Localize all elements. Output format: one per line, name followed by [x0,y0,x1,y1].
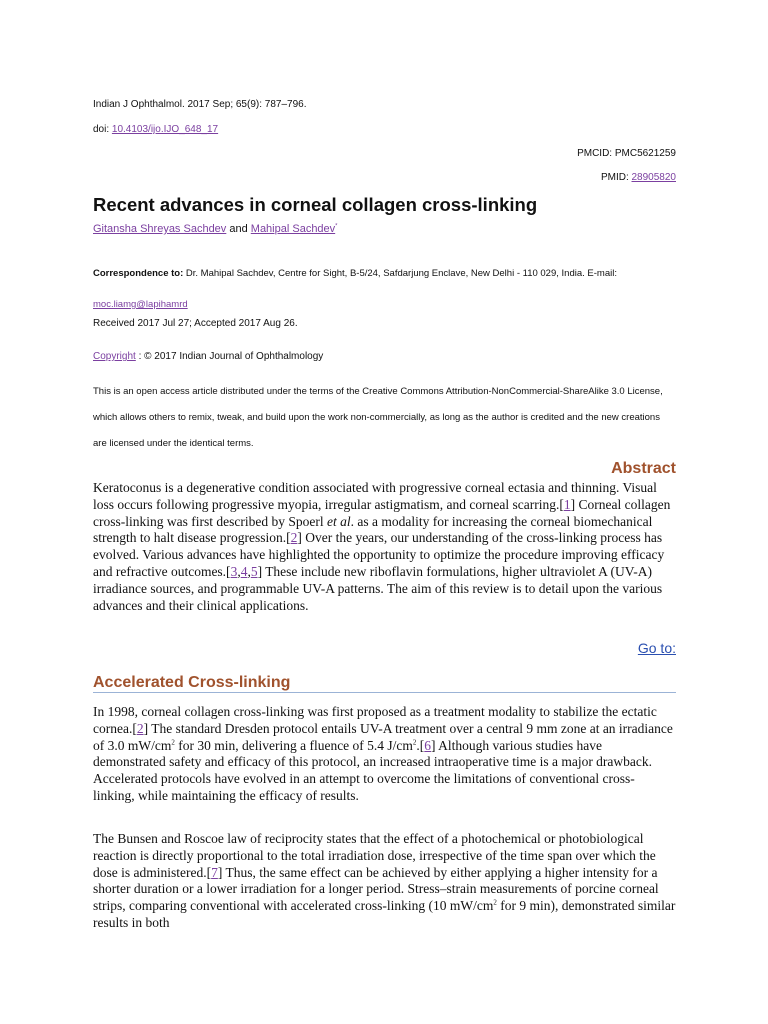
author-link-1[interactable]: Gitansha Shreyas Sachdev [93,223,227,235]
copyright-text: : © 2017 Indian Journal of Ophthalmology [135,351,324,362]
ref-link[interactable]: 7 [211,864,218,880]
ref-link[interactable]: 3 [230,563,238,579]
correspondence-text: Dr. Mahipal Sachdev, Centre for Sight, B-5/24, Safdarjung Enclave, New Delhi - 110 029, India. E-mail: [183,268,617,279]
ref-separator: , [247,563,251,579]
paragraph-text: for 30 min, delivering a fluence of 5.4 J/cm [174,737,413,753]
ref-link[interactable]: 6 [424,737,432,753]
abstract-text: . as a modality for increasing the corneal biomechanical strength to halt disease progression.[ [93,513,653,546]
pmcid: PMCID: PMC5621259 [577,148,676,159]
section-paragraph-1 [93,704,676,805]
abstract-body [93,480,676,614]
correspondence-email[interactable]: moc.liamg@lapihamrd [93,299,188,310]
paragraph-text: ] Although various studies have demonstrated safety and efficacy of this protocol, an increased intraoperative time is a major drawback. Accelerated protocols have evolved in an attempt to overcome the limitations of conventional cross-linking, while maintaining the efficacy of results. [93,737,653,803]
copyright-line [93,351,323,362]
ref-link[interactable]: 5 [250,563,258,579]
ref-separator: , [237,563,241,579]
section-heading: Accelerated Cross-linking [93,674,291,691]
ref-link[interactable]: 1 [563,496,571,512]
ref-link[interactable]: 2 [136,720,144,736]
section-divider [93,692,676,693]
ref-link[interactable]: 2 [290,530,298,546]
pmid-link[interactable]: 28905820 [631,172,676,183]
unit-superscript: 2 [493,898,497,907]
unit-superscript: 2 [171,738,175,747]
author-footnote-marker[interactable]: * [335,223,338,230]
doi-label: doi: [93,124,112,135]
paragraph-text: for 9 min), demonstrated similar results in both [93,898,676,930]
goto-link[interactable]: Go to: [637,640,676,656]
copyright-link[interactable]: Copyright [93,351,136,362]
license-text: This is an open access article distributed under the terms of the Creative Commons Attribution-NonCommercial-ShareAlike 3.0 License, which allows others to remix, tweak, and build upon the work non-commercially, as long as the author is credited and the new creations are licensed under the identical terms. [93,386,663,449]
doi-link[interactable]: 10.4103/ijo.IJO_648_17 [111,124,219,135]
paragraph-text: In 1998, corneal collagen cross-linking was first proposed as a treatment modality to stabilize the ectatic cornea.[ [93,704,657,736]
unit-superscript: 2 [412,738,417,747]
author-link-2[interactable]: Mahipal Sachdev [250,223,336,235]
abstract-text: ] These include new riboflavin formulations, higher ultraviolet A (UV-A) irradiance sources, and programmable UV-A patterns. The aim of this review is to detail upon the various advances and their clinical applications. [93,563,663,613]
abstract-heading: Abstract [611,460,676,477]
abstract-text: ] Over the years, our understanding of the cross-linking process has evolved. Various advances have highlighted the opportunity to optimize the procedure improving efficacy and refractive outcomes.[ [93,530,665,579]
abstract-text: Keratoconus is a degenerative condition associated with progressive corneal ectasia and thinning. Visual loss occurs following progressive myopia, irregular astigmatism, and corneal scarring.[ [93,480,657,512]
correspondence-label: Correspondence to: [93,268,184,279]
section-paragraph-2 [93,831,676,932]
abstract-text: ] Corneal collagen cross-linking was first described by Spoerl [93,496,671,529]
article-title: Recent advances in corneal collagen cross-linking [93,194,538,215]
journal-citation: Indian J Ophthalmol. 2017 Sep; 65(9): 787–796. [93,99,307,110]
abstract-italic: et al [326,513,351,529]
pmid-label: PMID: [600,172,632,183]
paragraph-text: ] Thus, the same effect can be achieved by either applying a higher intensity for a shorter duration or a lower irradiation for a longer period. Stress–strain measurements of porcine corneal strips, comparing conventional with accelerated cross-linking (10 mW/cm [93,864,659,914]
author-list [93,223,338,235]
paragraph-text: ] The standard Dresden protocol entails UV-A treatment over a central 9 mm zone at an irradiance of 3.0 mW/cm [93,720,673,753]
doi-line [93,123,218,137]
paragraph-text: The Bunsen and Roscoe law of reciprocity states that the effect of a photochemical or photobiological reaction is directly proportional to the total irradiation dose, irrespective of the time span over which the dose is administered.[ [93,831,656,880]
ref-link[interactable]: 4 [240,563,248,579]
pmid-line [601,171,676,185]
received-dates: Received 2017 Jul 27; Accepted 2017 Aug 26. [93,318,298,329]
correspondence [93,258,676,320]
author-separator: and [226,223,251,235]
paragraph-text: .[ [416,737,425,753]
